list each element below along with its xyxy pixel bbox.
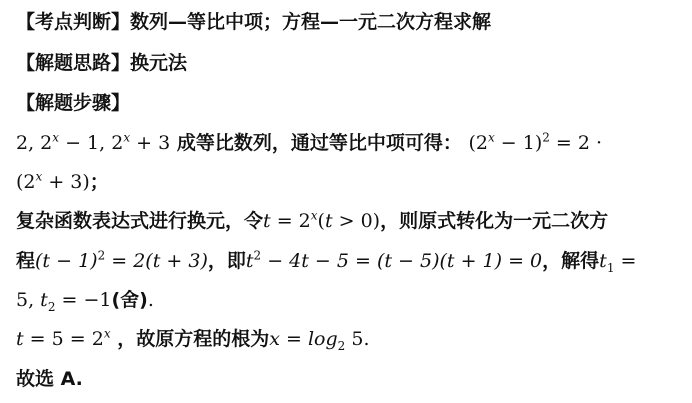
math-part: = −1 xyxy=(55,289,112,311)
math-part: = 2 · xyxy=(549,132,603,154)
math-part: . xyxy=(363,328,370,350)
variable: t xyxy=(263,210,271,232)
math-part: − 4t − 5 = (t − 5)(t + 1) = 0 xyxy=(261,250,543,272)
exponent: x xyxy=(52,130,60,145)
math-part: − 1, 2 xyxy=(59,132,124,154)
subscript: 2 xyxy=(47,299,56,314)
text-part: (舍) xyxy=(111,289,148,311)
exponent: 2 xyxy=(253,248,262,263)
math-part: = log xyxy=(279,328,338,350)
math-part: = 5 = 2 xyxy=(23,328,104,350)
variable: t xyxy=(40,289,48,311)
math-part: (2 xyxy=(16,171,36,193)
exponent: x xyxy=(103,326,111,341)
solution-line-3 xyxy=(16,209,608,233)
exponent: 2 xyxy=(97,248,106,263)
math-part: . xyxy=(147,289,154,311)
math-part: 5, xyxy=(16,289,41,311)
math-part: (2 xyxy=(468,132,488,154)
text-part: 程 xyxy=(16,250,36,272)
math-part: = xyxy=(614,250,637,272)
text-part: ； xyxy=(89,171,109,193)
solution-line-6 xyxy=(16,327,369,351)
text-part: 故原方程的根为 xyxy=(136,328,270,350)
heading-exam-points: 【考点判断】数列—等比中项；方程—一元二次方程求解 xyxy=(16,11,492,33)
math-part: 5 xyxy=(345,328,364,350)
math-part: = 2 xyxy=(270,210,311,232)
answer-line: 故选 A. xyxy=(16,368,83,390)
subscript: 2 xyxy=(337,338,346,353)
sequence-terms: 2, 2 xyxy=(16,132,53,154)
solution-line-1 xyxy=(16,131,602,155)
exponent: 2 xyxy=(542,130,550,145)
heading-steps: 【解题步骤】 xyxy=(16,92,131,114)
solution-line-4 xyxy=(16,249,636,273)
solution-line-2 xyxy=(16,170,109,194)
math-part: + 3 xyxy=(130,132,171,154)
math-part: = 2(t + 3) xyxy=(105,250,208,272)
math-part: (t − 1) xyxy=(35,250,98,272)
math-part: ( xyxy=(317,210,325,232)
math-part: − 1) xyxy=(494,132,543,154)
text-part: ，解得 xyxy=(542,250,600,272)
exponent: x xyxy=(310,208,318,223)
math-part: > 0) xyxy=(332,210,381,232)
exponent: x xyxy=(35,169,43,184)
variable: t xyxy=(599,250,607,272)
text-part: 成等比数列，通过等比中项可得： xyxy=(176,132,462,154)
subscript: 1 xyxy=(606,260,615,275)
text-part: ，则原式转化为一元二次方 xyxy=(380,210,609,232)
exponent: x xyxy=(487,130,495,145)
variable: t xyxy=(245,250,254,272)
heading-approach: 【解题思路】换元法 xyxy=(16,52,188,74)
variable: x xyxy=(269,328,280,350)
text-part: 复杂函数表达式进行换元，令 xyxy=(16,210,264,232)
math-part: + 3) xyxy=(42,171,90,193)
exponent: x xyxy=(123,130,131,145)
text-part: ，即 xyxy=(207,250,246,272)
variable: t xyxy=(324,210,333,232)
variable: t xyxy=(16,328,24,350)
solution-line-5 xyxy=(16,288,154,312)
text-part: ， xyxy=(110,328,137,350)
